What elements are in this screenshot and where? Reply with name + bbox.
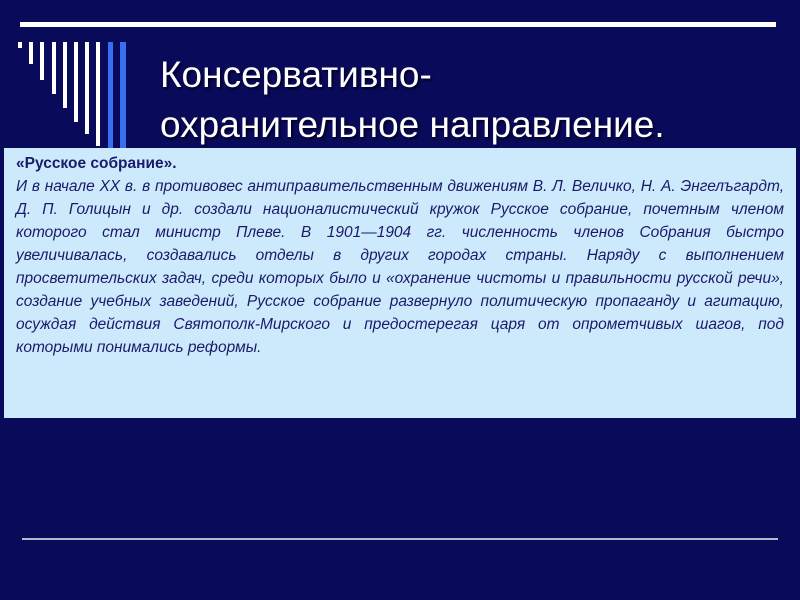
stripe — [96, 42, 100, 146]
slide-title-line-1: Консервативно- — [160, 54, 432, 95]
stripe — [52, 42, 56, 94]
slide-title-line-2: охранительное направление. — [160, 104, 665, 145]
stripe — [18, 42, 22, 48]
slide-title — [160, 50, 780, 150]
stripe — [85, 42, 89, 134]
stripe — [29, 42, 33, 64]
stripe — [120, 42, 126, 152]
content-box — [4, 148, 796, 418]
stripe — [74, 42, 78, 122]
bottom-rule — [22, 538, 778, 540]
stripe — [63, 42, 67, 108]
content-heading: «Русское собрание». — [16, 155, 177, 172]
stripe — [108, 42, 113, 152]
content-body: И в начале XX в. в противовес антиправительственным движениям В. Л. Величко, Н. А. Энгелъгардт, Д. П. Голицын и др. создали националистический кружок Русское собрание, почетным членом которого стал министр Плеве. В 1901—1904 гг. численность членов Собрания быстро увеличивалась, создавались отделы в других городах страны. Наряду с выполнением просветительских задач, среди которых было и «охранение чистоты и правильности русской речи», создание учебных заведений, Русское собрание развернуло политическую пропаганду и агитацию, осуждая действия Святополк-Мирского и предостерегая царя от опрометчивых шагов, под которыми понимались реформы. — [16, 178, 784, 356]
stripe — [40, 42, 44, 80]
